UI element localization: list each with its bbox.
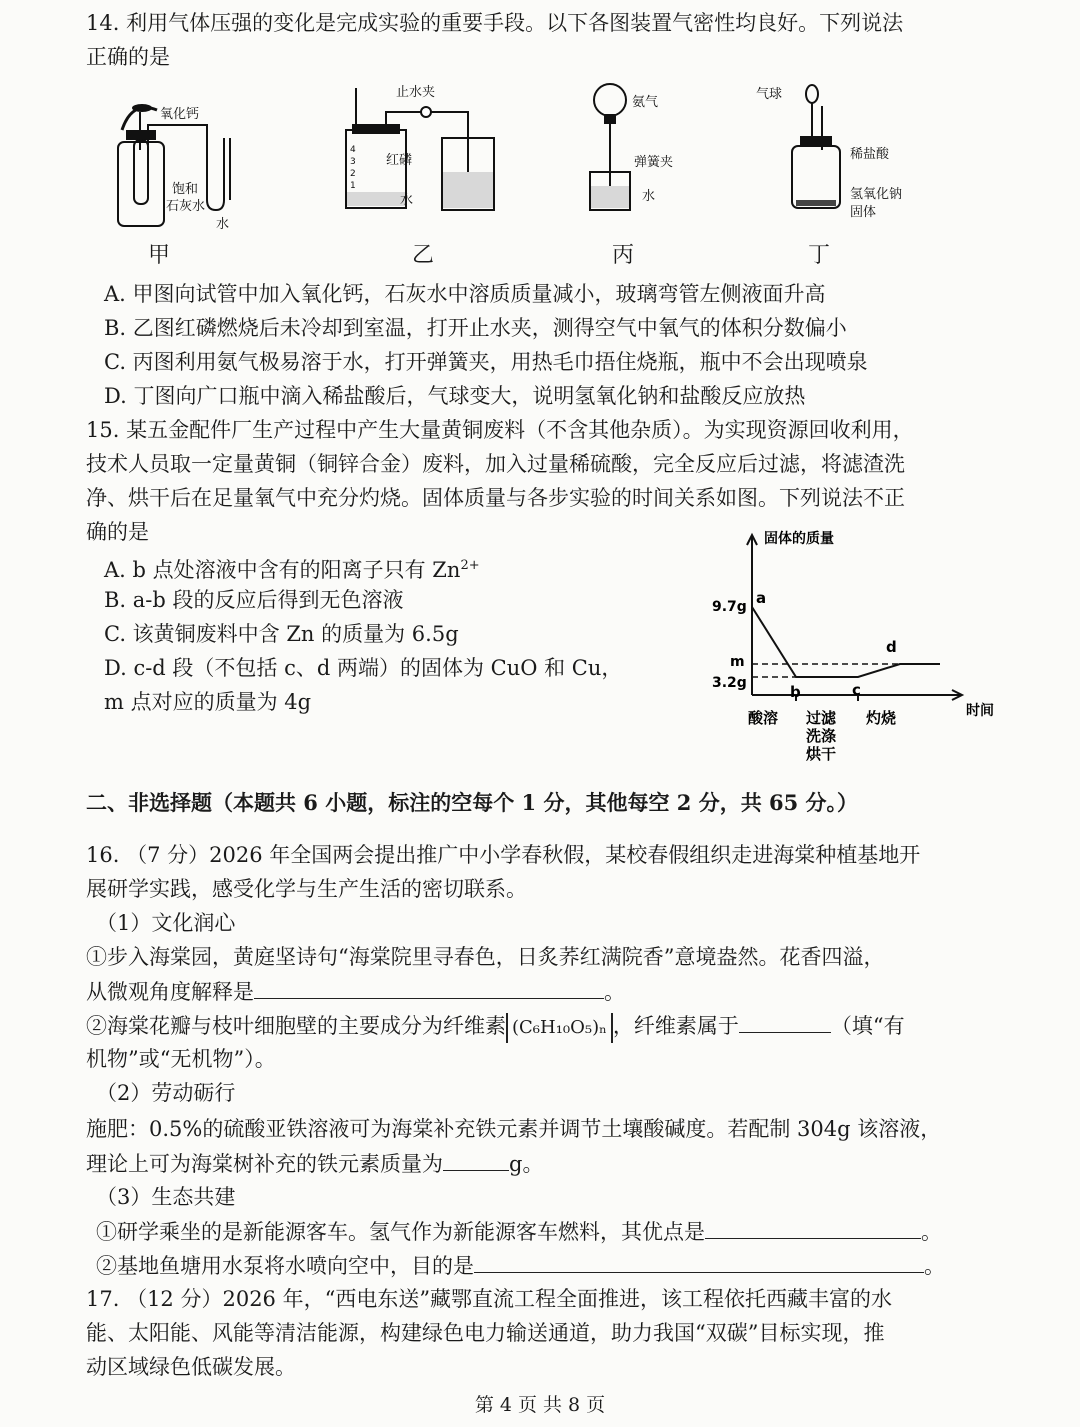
stage-label-filter-1: 洗涤 bbox=[806, 727, 837, 745]
q16-part3-q2 bbox=[96, 1250, 945, 1281]
figure-bing-label: 丙 bbox=[612, 243, 635, 268]
page-footer: 第 4 页 共 8 页 bbox=[474, 1394, 606, 1416]
q15-option-a bbox=[104, 551, 480, 585]
apparatus-ding-drawing bbox=[752, 80, 922, 220]
q14-option-b: B. 乙图红磷燃烧后未冷却到室温，打开止水夹，测得空气中氧气的体积分数偏小 bbox=[104, 316, 847, 340]
mass-time-chart bbox=[700, 525, 1010, 775]
q16-part1-q2-post: （填“有 bbox=[830, 1014, 905, 1038]
q16-stem-line1: 16. （7 分）2026 年全国两会提出推广中小学春秋假，某校春假组织走进海棠种植基地开 bbox=[86, 843, 921, 867]
q16-part1-q1-text: 从微观角度解释是 bbox=[86, 980, 254, 1004]
q16-part3-title: （3）生态共建 bbox=[96, 1185, 236, 1209]
q15-option-b: B. a-b 段的反应后得到无色溶液 bbox=[104, 588, 404, 612]
q16-part1-q1-line1: ①步入海棠园，黄庭坚诗句“海棠院里寻春色，日炙荞红满院香”意境盎然。花香四溢， bbox=[86, 945, 885, 969]
q16-part3-q1-end: 。 bbox=[921, 1220, 942, 1244]
q14-stem-line1: 14. 利用气体压强的变化是完成实验的重要手段。以下各图装置气密性均良好。下列说法 bbox=[86, 11, 904, 35]
q16-part2-unit: g。 bbox=[509, 1152, 544, 1176]
figure-bing bbox=[584, 80, 694, 220]
q16-part1-q2-line1 bbox=[86, 1010, 905, 1043]
label-ammonia: 氨气 bbox=[632, 95, 659, 110]
figure-jia bbox=[112, 90, 252, 240]
section2-heading: 二、非选择题（本题共 6 小题，标注的空每个 1 分，其他每空 2 分，共 65 分。） bbox=[86, 790, 859, 815]
q17-stem-line3: 动区域绿色低碳发展。 bbox=[86, 1355, 296, 1379]
point-label-d: d bbox=[886, 638, 897, 656]
q16-part2-title: （2）劳动砺行 bbox=[96, 1081, 236, 1105]
answer-blank-scent[interactable] bbox=[254, 976, 604, 999]
label-red-phosphorus: 红磷 bbox=[386, 153, 413, 168]
q16-part3-q2-text: ②基地鱼塘用水泵将水喷向空中，目的是 bbox=[96, 1254, 474, 1278]
answer-blank-cellulose[interactable] bbox=[739, 1010, 831, 1033]
stage-label-acid: 酸溶 bbox=[748, 709, 779, 727]
label-scale-2: 2 bbox=[350, 169, 356, 179]
q15-stem-line4: 确的是 bbox=[86, 520, 149, 544]
answer-blank-iron-mass[interactable] bbox=[443, 1148, 509, 1171]
q17-stem-line2: 能、太阳能、风能等清洁能源，构建绿色电力输送通道，助力我国“双碳”目标实现，推 bbox=[86, 1321, 885, 1345]
label-water-yi: 水 bbox=[400, 193, 414, 208]
label-saturated: 饱和 bbox=[172, 182, 199, 197]
label-dilute-hcl: 稀盐酸 bbox=[850, 147, 890, 162]
q14-stem-line2: 正确的是 bbox=[86, 45, 170, 69]
cellulose-formula: (C₆H₁₀O₅)ₙ bbox=[506, 1013, 613, 1043]
q16-part1-title: （1）文化润心 bbox=[96, 911, 236, 935]
label-scale-3: 3 bbox=[350, 157, 356, 167]
apparatus-yi-drawing bbox=[338, 80, 508, 220]
point-label-b: b bbox=[790, 683, 801, 701]
figure-ding-label: 丁 bbox=[808, 243, 831, 268]
q15-stem-line1: 15. 某五金配件厂生产过程中产生大量黄铜废料（不含其他杂质）。为实现资源回收利用， bbox=[86, 418, 914, 442]
y-tick-label-9-7: 9.7g bbox=[712, 599, 747, 615]
y-tick-label-3-2: 3.2g bbox=[712, 675, 747, 691]
label-water-jia: 水 bbox=[216, 217, 230, 232]
q16-part3-q1-text: ①研学乘坐的是新能源客车。氢气作为新能源客车燃料，其优点是 bbox=[96, 1220, 705, 1244]
y-axis-label: 固体的质量 bbox=[764, 531, 834, 547]
label-clamp: 止水夹 bbox=[396, 85, 436, 100]
label-balloon: 气球 bbox=[756, 87, 783, 102]
q14-option-c: C. 丙图利用氨气极易溶于水，打开弹簧夹，用热毛巾捂住烧瓶，瓶中不会出现喷泉 bbox=[104, 350, 868, 374]
figure-yi-label: 乙 bbox=[412, 243, 435, 268]
q15-option-a-charge: 2+ bbox=[460, 558, 480, 573]
label-naoh: 氢氧化钠 bbox=[850, 187, 903, 202]
q16-part2-line2 bbox=[86, 1148, 543, 1179]
point-label-a: a bbox=[756, 589, 767, 607]
point-label-c: c bbox=[852, 681, 861, 699]
label-calcium-oxide: 氧化钙 bbox=[160, 107, 200, 122]
answer-blank-hydrogen[interactable] bbox=[705, 1216, 921, 1239]
q14-option-d: D. 丁图向广口瓶中滴入稀盐酸后，气球变大，说明氢氧化钠和盐酸反应放热 bbox=[104, 384, 806, 408]
apparatus-jia-drawing bbox=[112, 90, 252, 240]
label-scale-4: 4 bbox=[350, 145, 356, 155]
stage-label-filter-2: 烘干 bbox=[806, 745, 837, 763]
apparatus-bing-drawing bbox=[584, 80, 694, 220]
label-spring-clip: 弹簧夹 bbox=[634, 155, 674, 170]
mass-time-chart-svg bbox=[700, 525, 1010, 775]
q14-option-a: A. 甲图向试管中加入氧化钙，石灰水中溶质质量减小，玻璃弯管左侧液面升高 bbox=[104, 282, 826, 306]
q17-stem-line1: 17. （12 分）2026 年，“西电东送”藏鄂直流工程全面推进，该工程依托西藏丰富的水 bbox=[86, 1287, 893, 1311]
q15-option-a-text: A. b 点处溶液中含有的阳离子只有 Zn bbox=[104, 558, 461, 582]
stage-label-filter-0: 过滤 bbox=[806, 709, 837, 727]
label-water-bing: 水 bbox=[642, 189, 656, 204]
q15-option-c: C. 该黄铜废料中含 Zn 的质量为 6.5g bbox=[104, 622, 459, 646]
figure-ding bbox=[752, 80, 922, 220]
q16-stem-line2: 展研学实践，感受化学与生产生活的密切联系。 bbox=[86, 877, 527, 901]
q15-stem-line3: 净、烘干后在足量氧气中充分灼烧。固体质量与各步实验的时间关系如图。下列说法不正 bbox=[86, 486, 905, 510]
q15-option-d-line2: m 点对应的质量为 4g bbox=[104, 690, 312, 714]
figure-jia-label: 甲 bbox=[148, 243, 171, 268]
label-limewater: 石灰水 bbox=[166, 199, 206, 214]
q16-part1-q2-line2: 机物”或“无机物”）。 bbox=[86, 1047, 276, 1071]
q16-part3-q2-end: 。 bbox=[924, 1254, 945, 1278]
q16-part1-q2-mid: ，纤维素属于 bbox=[612, 1014, 739, 1038]
label-solid: 固体 bbox=[850, 205, 877, 220]
q16-part3-q1 bbox=[96, 1216, 942, 1247]
y-tick-label-m: m bbox=[730, 654, 745, 670]
q15-stem-line2: 技术人员取一定量黄铜（铜锌合金）废料，加入过量稀硫酸，完全反应后过滤，将滤渣洗 bbox=[86, 452, 905, 476]
mass-line bbox=[752, 607, 940, 677]
q16-part2-line1: 施肥：0.5%的硫酸亚铁溶液可为海棠补充铁元素并调节土壤酸碱度。若配制 304g 该溶液， bbox=[86, 1117, 942, 1141]
q16-part2-text: 理论上可为海棠树补充的铁元素质量为 bbox=[86, 1152, 443, 1176]
answer-blank-pump[interactable] bbox=[474, 1250, 924, 1273]
stage-label-burn: 灼烧 bbox=[866, 709, 897, 727]
x-axis-label: 时间 bbox=[966, 703, 994, 719]
q16-part1-q2-text: ②海棠花瓣与枝叶细胞壁的主要成分为纤维素 bbox=[86, 1014, 506, 1038]
q15-option-d-line1: D. c-d 段（不包括 c、d 两端）的固体为 CuO 和 Cu， bbox=[104, 656, 623, 680]
label-scale-1: 1 bbox=[350, 181, 356, 191]
q16-part1-q1-end: 。 bbox=[604, 980, 625, 1004]
figure-yi bbox=[338, 80, 508, 220]
q16-part1-q1-line2 bbox=[86, 976, 625, 1007]
